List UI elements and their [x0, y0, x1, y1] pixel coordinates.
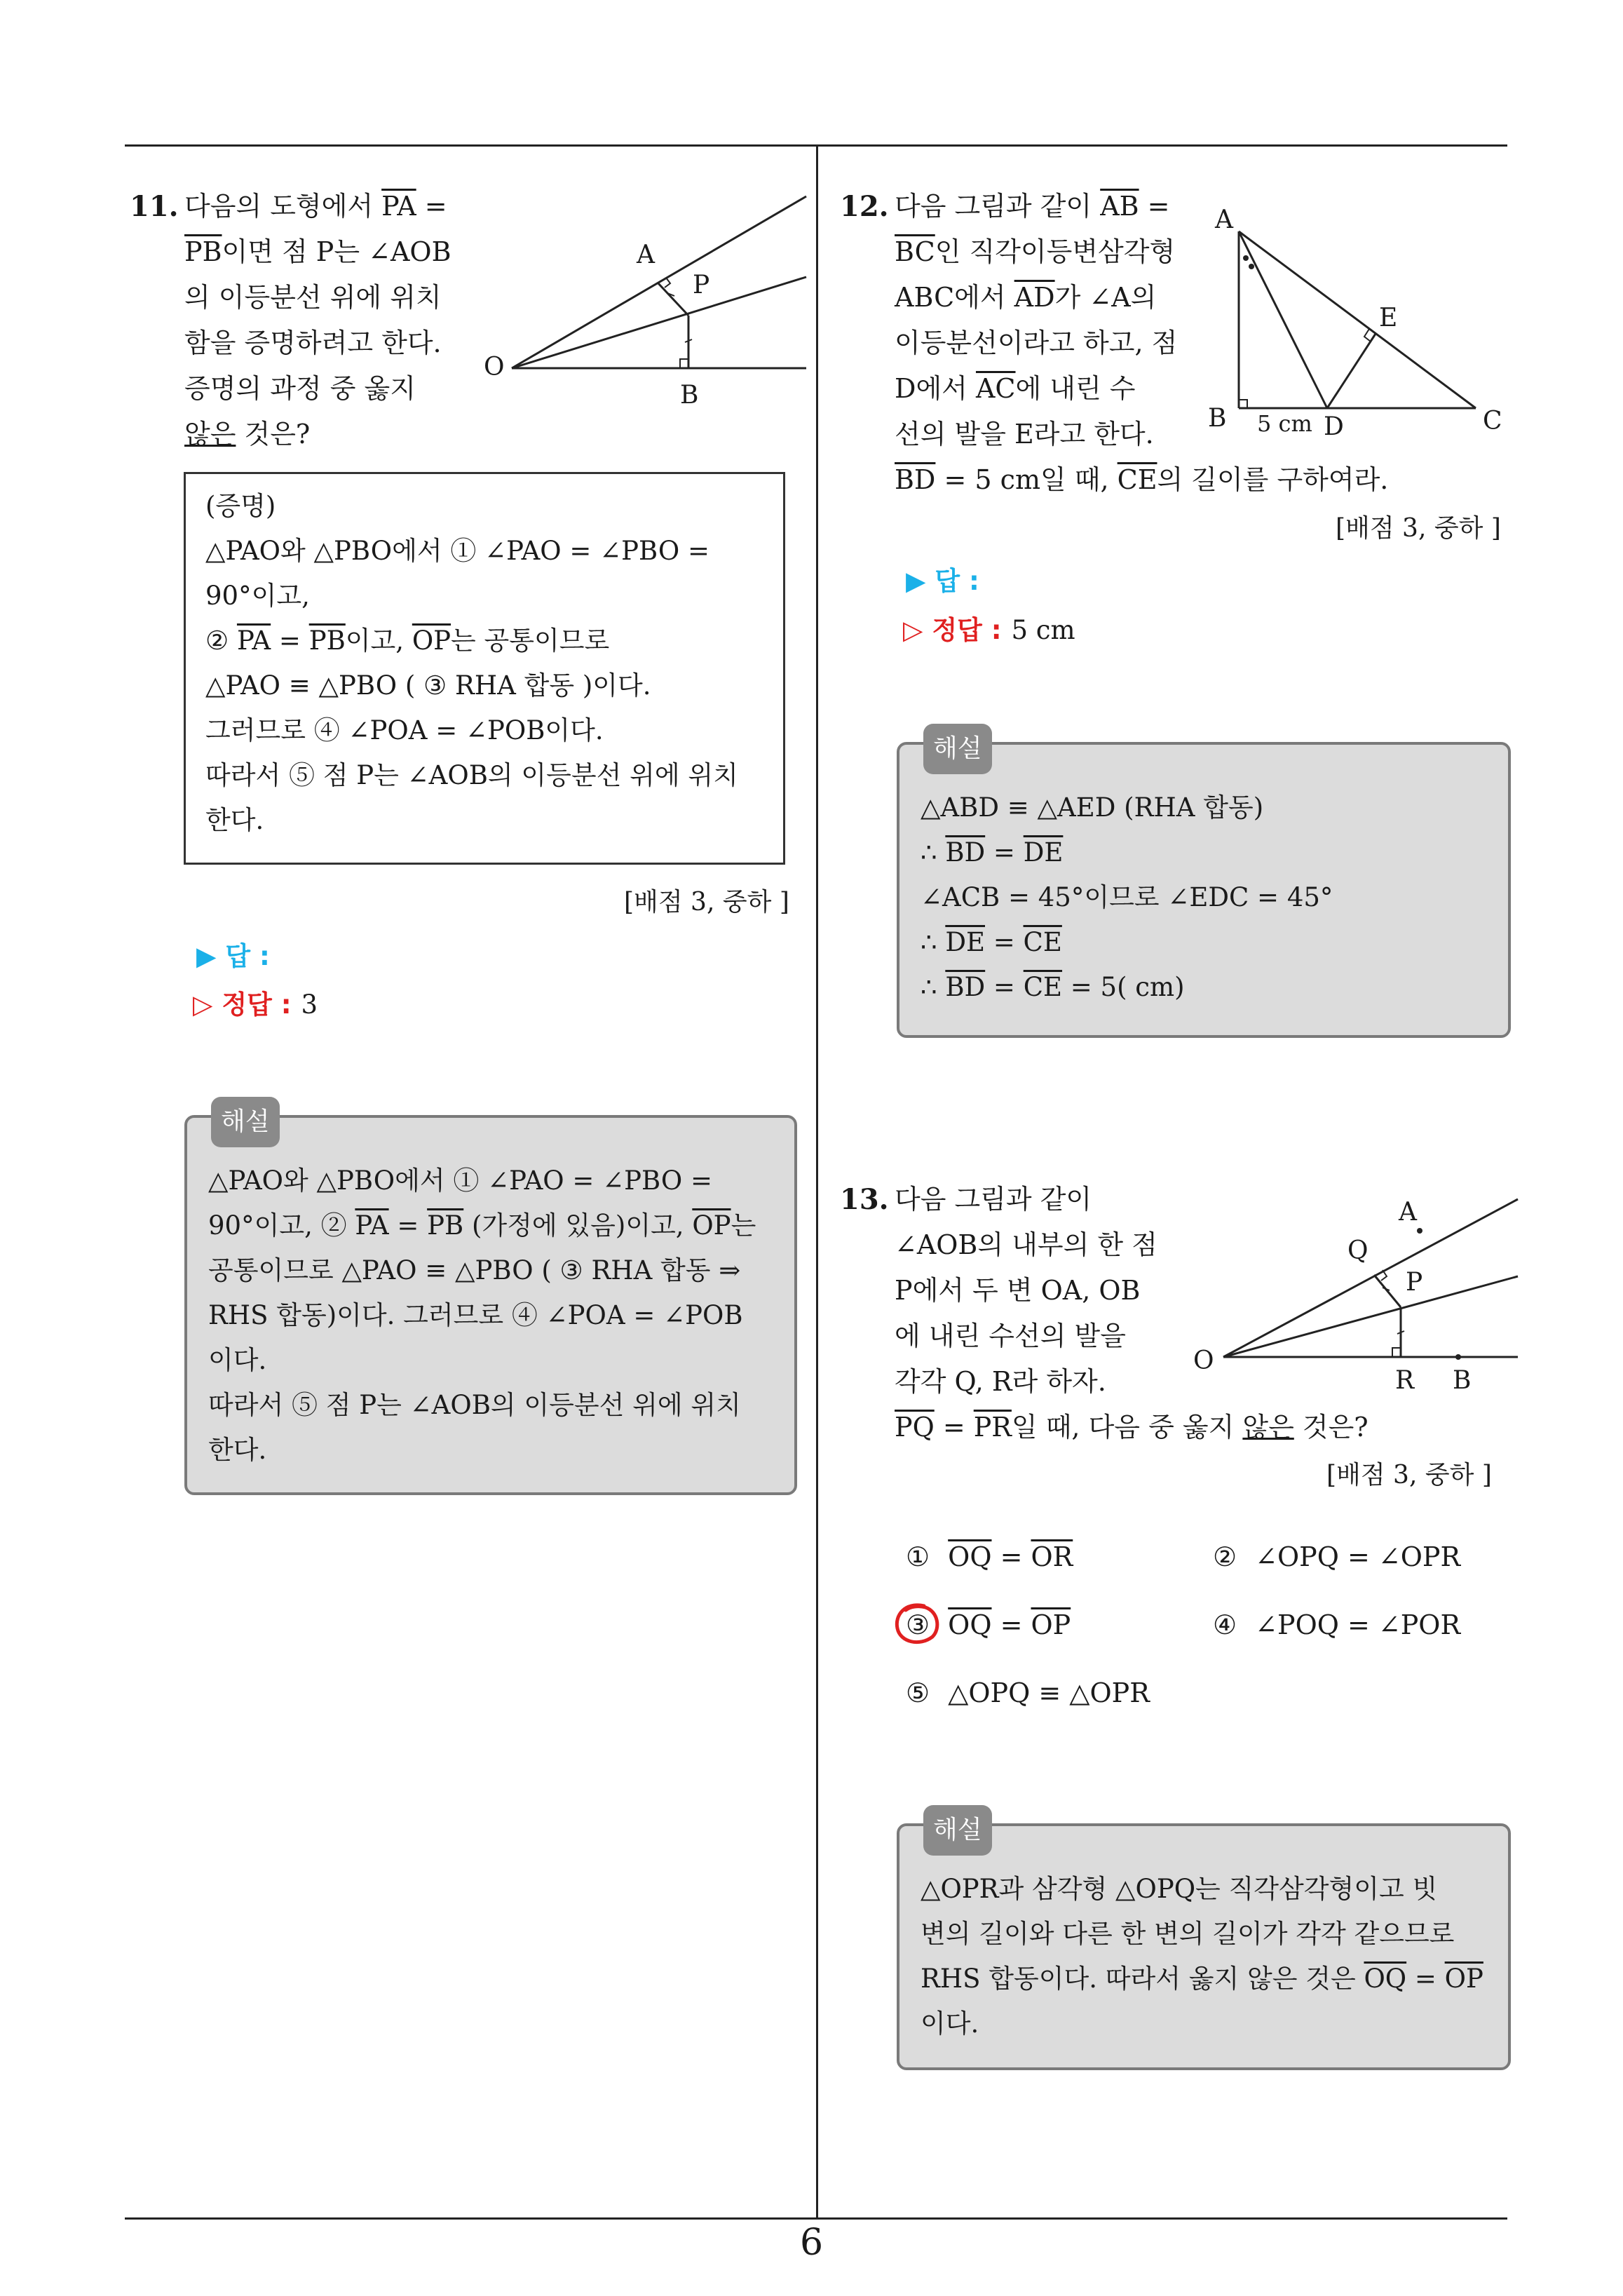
q11-figure — [477, 189, 813, 407]
label-R: R — [1395, 1366, 1415, 1395]
q12-figure — [1202, 196, 1518, 449]
solution-line: ∠ACB = 45°이므로 ∠EDC = 45° — [921, 882, 1333, 912]
bottom-rule — [125, 2217, 1507, 2220]
q13-figure — [1192, 1185, 1521, 1403]
choice-1[interactable] — [906, 1541, 1073, 1572]
label-E: E — [1379, 304, 1398, 332]
choice-text: $\overline{OQ} = \overline{OP}$ — [948, 1609, 1071, 1640]
choice-mark: ④ — [1213, 1609, 1237, 1640]
column-divider — [816, 146, 818, 2218]
correct-label: ▷ 정답 : — [903, 615, 1002, 645]
label-O: O — [1193, 1346, 1214, 1375]
solution-line: ∴ $\overline{BD} = \overline{CE} = 5$( cm) — [921, 972, 1185, 1002]
solution-tag: 해설 — [923, 1805, 992, 1856]
choice-text: ∠POQ = ∠POR — [1255, 1609, 1461, 1640]
solution-tag: 해설 — [923, 724, 992, 774]
solution-box — [184, 1107, 797, 1495]
solution-line: 변의 길이와 다른 한 변의 길이가 각각 같으므로 — [921, 1919, 1455, 1949]
question-line: $\overline{BC}$인 직각이등변삼각형 — [895, 236, 1176, 267]
question-line: 함을 증명하려고 한다. — [184, 327, 442, 358]
question-number: 11. — [130, 190, 179, 223]
question-line: 이등분선이라고 하고, 점 — [895, 327, 1178, 358]
correct-answer — [903, 609, 1075, 647]
choice-4[interactable] — [1213, 1609, 1460, 1640]
question-line: 각각 Q, R라 하자. — [895, 1366, 1106, 1397]
question-line: 않은 것은? — [184, 419, 311, 450]
solution-line: RHS 합동이다. 따라서 옳지 않은 것은 $\overline{OQ} = \overline{OP}$ — [921, 1964, 1483, 1994]
answer-label: ▶ 답 : — [196, 941, 270, 971]
question-line: $\overline{PQ} = \overline{PR}$일 때, 다음 중 옳지 않은 것은? — [895, 1412, 1369, 1443]
question-line: 선의 발을 E라고 한다. — [895, 419, 1154, 450]
choice-mark: ③ — [906, 1609, 930, 1640]
question-line: 에 내린 수선의 발을 — [895, 1321, 1126, 1351]
solution-line: 이다. — [208, 1345, 267, 1375]
solution-line: 90°이고, ② $\overline{PA} = \overline{PB}$ (가정에 있음)이고, $\overline{OP}$는 — [208, 1210, 756, 1241]
proof-line: ② $\overline{PA} = \overline{PB}$이고, $\overline{OP}$는 공통이므로 — [205, 626, 610, 656]
label-A: A — [1215, 205, 1233, 234]
proof-line: (증명) — [205, 491, 276, 521]
score-meta: [배점 3, 중하 ] — [1326, 1461, 1492, 1490]
solution-line: 공통이므로 △PAO ≡ △PBO ( ③ RHA 합동 ⇒ — [208, 1255, 741, 1285]
label-A: A — [637, 241, 655, 269]
question-line: D에서 $\overline{AC}$에 내린 수 — [895, 373, 1136, 404]
correct-value: 5 cm — [1011, 615, 1075, 645]
question-line: $\overline{PB}$이면 점 P는 ∠AOB — [184, 236, 451, 267]
question-number: 12. — [840, 190, 889, 223]
label-length: 5 cm — [1257, 410, 1312, 437]
solution-line: △OPR과 삼각형 △OPQ는 직각삼각형이고 빗 — [921, 1874, 1438, 1904]
score-meta: [배점 3, 중하 ] — [1336, 514, 1501, 543]
choice-5[interactable] — [906, 1677, 1150, 1708]
label-Q: Q — [1347, 1236, 1369, 1265]
correct-label: ▷ 정답 : — [193, 990, 292, 1020]
choice-mark: ⑤ — [906, 1677, 930, 1708]
choice-text: △OPQ ≡ △OPR — [948, 1677, 1150, 1708]
label-O: O — [484, 353, 505, 381]
solution-line: △ABD ≡ △AED (RHA 합동) — [921, 792, 1264, 823]
solution-line: 따라서 ⑤ 점 P는 ∠AOB의 이등분선 위에 위치 — [208, 1390, 741, 1420]
question-line: 증명의 과정 중 옳지 — [184, 373, 416, 404]
solution-box — [897, 1816, 1511, 2070]
question-line: ABC에서 $\overline{AD}$가 ∠A의 — [895, 282, 1157, 313]
choice-text: $\overline{OQ} = \overline{OR}$ — [948, 1541, 1073, 1572]
label-A: A — [1399, 1198, 1417, 1227]
label-D: D — [1324, 412, 1344, 441]
question-line: 다음의 도형에서 $\overline{PA}$ = — [184, 191, 447, 222]
question-line: $\overline{BD} = 5$ cm일 때, $\overline{CE}$의 길이를 구하여라. — [895, 464, 1389, 495]
solution-line: 이다. — [921, 2008, 979, 2039]
proof-line: △PAO ≡ △PBO ( ③ RHA 합동 )이다. — [205, 670, 651, 701]
answer-circle-mark — [892, 1600, 944, 1649]
question-line: P에서 두 변 OA, OB — [895, 1275, 1141, 1306]
proof-line: 90°이고, — [205, 581, 310, 611]
label-B: B — [680, 381, 699, 407]
proof-line: 한다. — [205, 805, 264, 835]
label-P: P — [1406, 1268, 1423, 1297]
proof-box — [184, 472, 785, 865]
proof-line: 그러므로 ④ ∠POA = ∠POB이다. — [205, 715, 604, 745]
label-B: B — [1453, 1366, 1472, 1395]
solution-line: ∴ $\overline{DE} = \overline{CE}$ — [921, 927, 1062, 957]
label-B: B — [1208, 404, 1227, 433]
proof-line: 따라서 ⑤ 점 P는 ∠AOB의 이등분선 위에 위치 — [205, 760, 738, 790]
score-meta: [배점 3, 중하 ] — [624, 888, 789, 917]
question-line: ∠AOB의 내부의 한 점 — [895, 1229, 1157, 1260]
solution-tag: 해설 — [211, 1097, 280, 1147]
solution-line: ∴ $\overline{BD} = \overline{DE}$ — [921, 837, 1064, 867]
choice-2[interactable] — [1213, 1541, 1460, 1572]
choice-mark: ② — [1213, 1541, 1237, 1572]
solution-line: 한다. — [208, 1435, 267, 1465]
page-number: 6 — [799, 2222, 824, 2264]
label-P: P — [693, 271, 710, 299]
question-line: 다음 그림과 같이 $\overline{AB}$ = — [895, 191, 1170, 222]
label-C: C — [1483, 407, 1502, 435]
question-number: 13. — [840, 1183, 889, 1216]
correct-answer — [193, 983, 318, 1021]
question-line: 다음 그림과 같이 — [895, 1184, 1092, 1215]
question-line: 의 이등분선 위에 위치 — [184, 282, 442, 313]
solution-box — [897, 734, 1511, 1038]
answer-label: ▶ 답 : — [906, 566, 979, 596]
correct-value: 3 — [301, 990, 318, 1020]
choice-text: ∠OPQ = ∠OPR — [1255, 1541, 1461, 1572]
solution-line: RHS 합동)이다. 그러므로 ④ ∠POA = ∠POB — [208, 1300, 743, 1330]
solution-line: △PAO와 △PBO에서 ① ∠PAO = ∠PBO = — [208, 1166, 713, 1196]
proof-line: △PAO와 △PBO에서 ① ∠PAO = ∠PBO = — [205, 536, 710, 566]
choice-mark: ① — [906, 1541, 930, 1572]
